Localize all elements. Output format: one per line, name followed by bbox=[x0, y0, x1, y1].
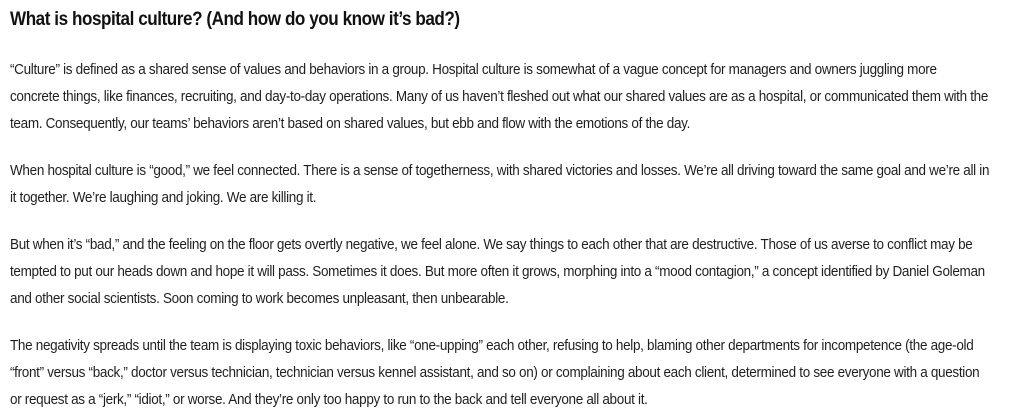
paragraph-toxic-behaviors: The negativity spreads until the team is displaying toxic behaviors, like “one-upping” each other, refusing to help, blaming other departments for incompetence (the age-old “front” versus “back,” doctor versus technician, technician versus kennel assistant, and so on) or complaining about each client, determined to see everyone with a question or request as a “jerk,” “idiot,” or worse. And they’re only too happy to run to the back and tell everyone all about it. bbox=[10, 337, 980, 408]
paragraph-bad-culture: But when it’s “bad,” and the feeling on the floor gets overtly negative, we feel alone. We say things to each other that are destructive. Those of us averse to conflict may be tempted to put our heads down and hope it will pass. Sometimes it does. But more often it grows, morphing into a “mood contagion,” a concept identified by Daniel Goleman and other social scientists. Soon coming to work becomes unpleasant, then unbearable. bbox=[10, 236, 985, 307]
paragraph-culture-definition: “Culture” is defined as a shared sense of values and behaviors in a group. Hospital culture is somewhat of a vague concept for managers and owners juggling more concrete things, like finances, recruiting, and day-to-day operations. Many of us haven’t fleshed out what our shared values are as a hospital, or communicated them with the team. Consequently, our teams’ behaviors aren’t based on shared values, but ebb and flow with the emotions of the day. bbox=[10, 61, 989, 132]
article-heading: What is hospital culture? (And how do you know it’s bad?) bbox=[10, 9, 460, 30]
paragraph-good-culture: When hospital culture is “good,” we feel connected. There is a sense of togetherness, with shared victories and losses. We’re all driving toward the same goal and we’re all in it together. We’re laughing and joking. We are killing it. bbox=[10, 162, 990, 206]
